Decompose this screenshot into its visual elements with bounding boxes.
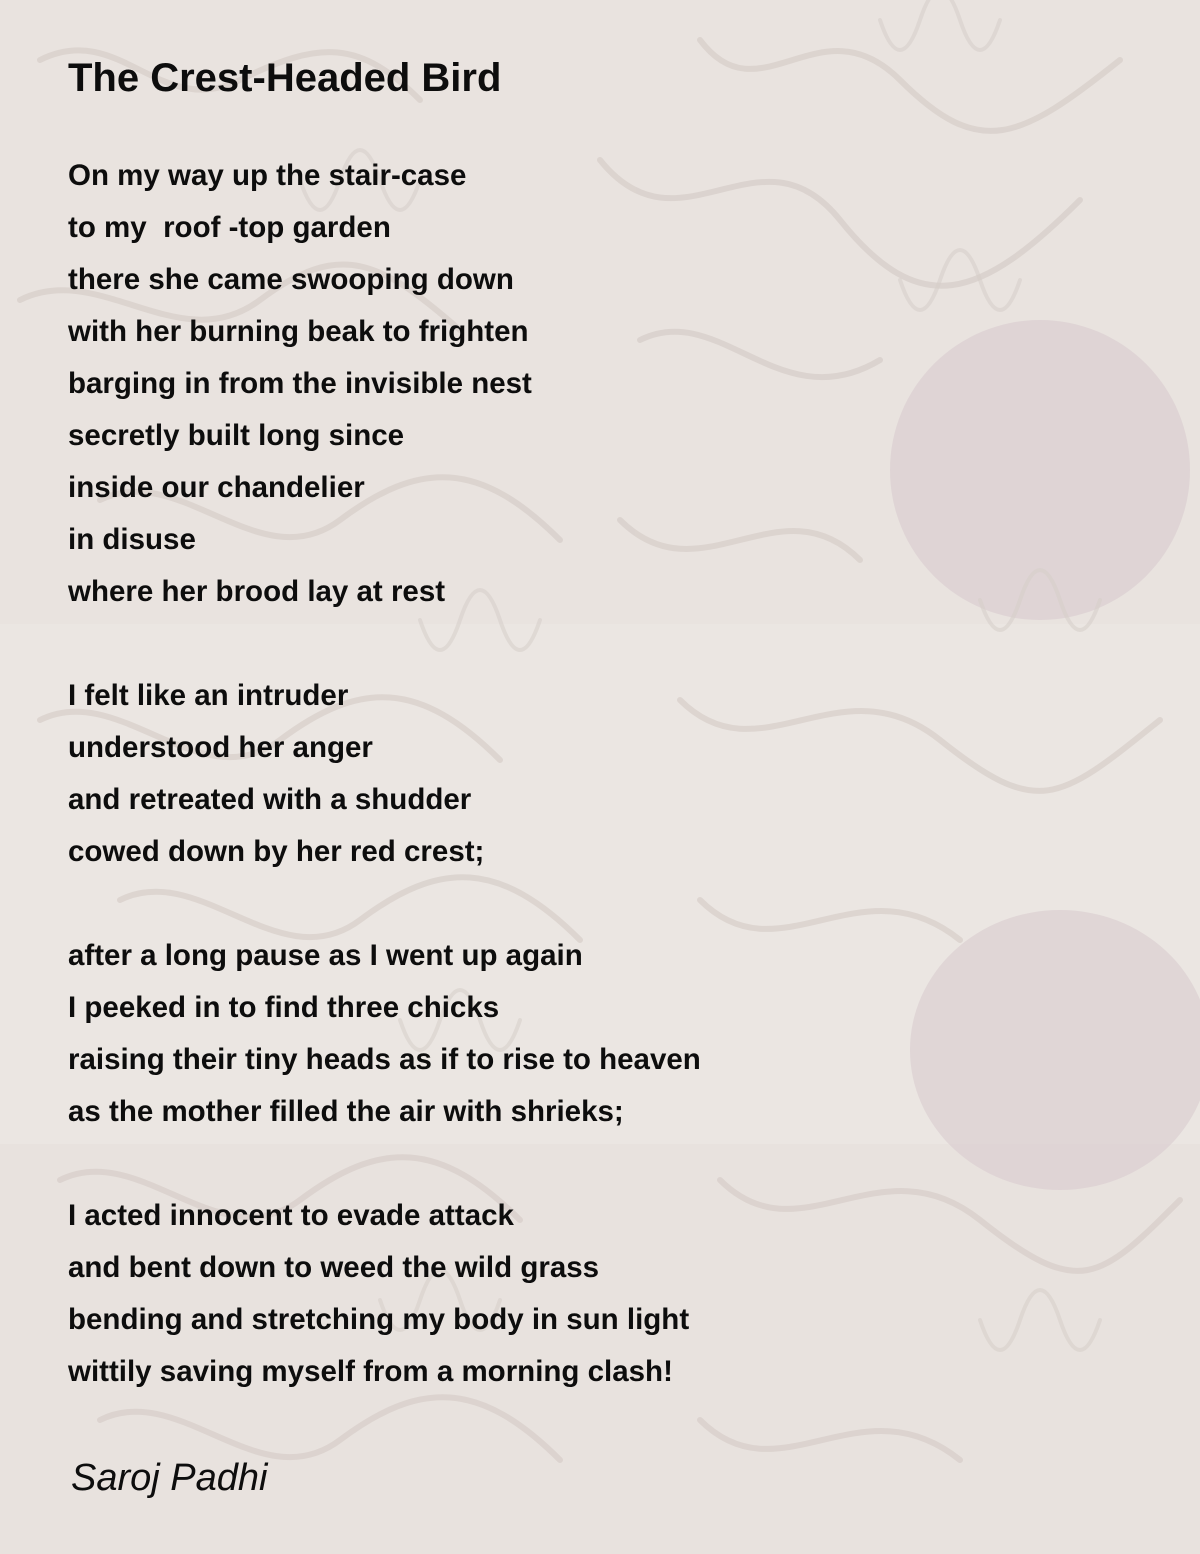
poem-line: with her burning beak to frighten <box>68 315 529 348</box>
poem-line: wittily saving myself from a morning clash! <box>68 1355 673 1388</box>
stanza <box>68 150 701 618</box>
poem-line: understood her anger <box>68 731 373 764</box>
poem-line: bending and stretching my body in sun light <box>68 1303 690 1336</box>
poem-line: as the mother filled the air with shrieks; <box>68 1095 624 1128</box>
poem-line: I acted innocent to evade attack <box>68 1199 514 1232</box>
poem-line: and retreated with a shudder <box>68 783 472 816</box>
ink-blot <box>910 910 1200 1190</box>
stanza-break <box>68 618 701 670</box>
poem-line: to my roof -top garden <box>68 211 391 244</box>
poem-author: Saroj Padhi <box>71 1457 268 1499</box>
poem-line: secretly built long since <box>68 419 405 452</box>
poem-line: inside our chandelier <box>68 471 365 504</box>
ink-blot <box>890 320 1190 620</box>
poem-body <box>68 150 701 1398</box>
stanza <box>68 1190 701 1398</box>
stanza-break <box>68 1138 701 1190</box>
poem-line: and bent down to weed the wild grass <box>68 1251 600 1284</box>
poem-line: after a long pause as I went up again <box>68 939 583 972</box>
stanza-break <box>68 878 701 930</box>
poem-line: cowed down by her red crest; <box>68 835 485 868</box>
poem-line: raising their tiny heads as if to rise to heaven <box>68 1043 701 1076</box>
poem-line: in disuse <box>68 523 196 556</box>
poem-line: I peeked in to find three chicks <box>68 991 500 1024</box>
stanza <box>68 670 701 878</box>
poem-line: where her brood lay at rest <box>68 575 446 608</box>
poem-line: I felt like an intruder <box>68 679 349 712</box>
poem-line: On my way up the stair-case <box>68 159 467 192</box>
stanza <box>68 930 701 1138</box>
poem-title: The Crest-Headed Bird <box>68 56 502 100</box>
poem-line: barging in from the invisible nest <box>68 367 532 400</box>
poem-line: there she came swooping down <box>68 263 514 296</box>
